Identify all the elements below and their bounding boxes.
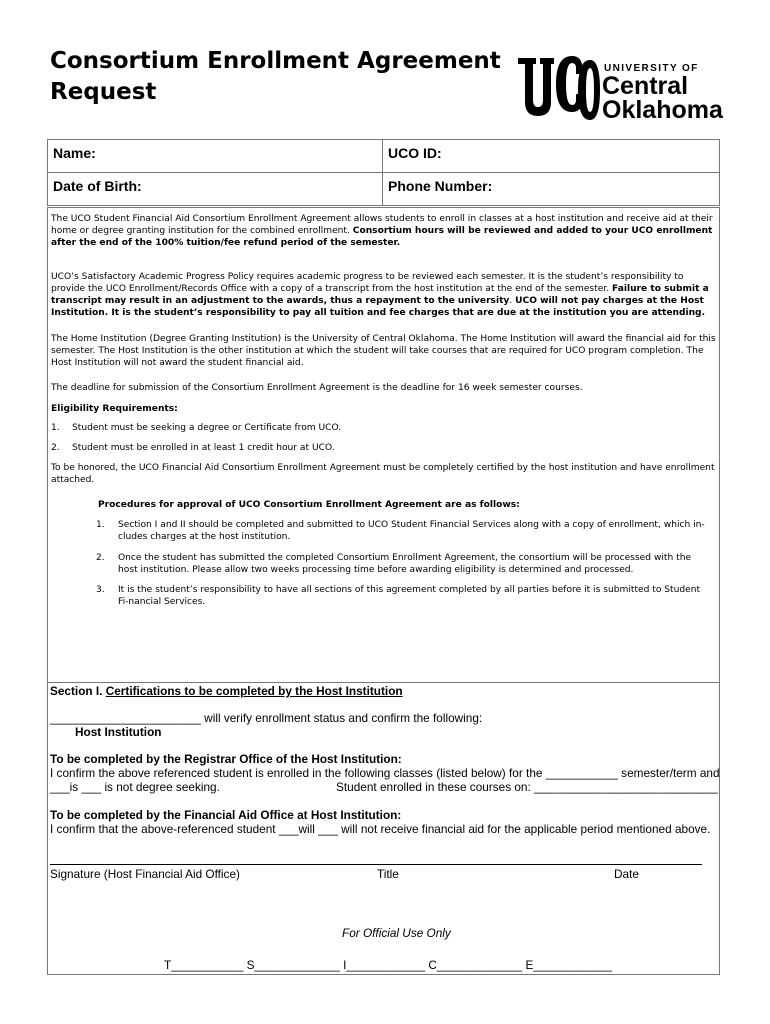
sap-text: UCO’s Satisfactory Academic Progress Policy requires academic progress to be reviewed each semester. It is the student’s responsibility to provide the UCO Enrollment/Records Office with a copy of a transcript from the host institution at the end of the semester. bbox=[51, 272, 684, 294]
logo-oklahoma: Oklahoma bbox=[602, 96, 723, 124]
host-verify-line[interactable]: _______________________ will verify enrollment status and confirm the following: bbox=[50, 711, 483, 725]
list-item-number: 1. bbox=[96, 520, 105, 530]
title-line-1: Consortium Enrollment Agreement bbox=[50, 48, 501, 74]
section-1-number: Section I. bbox=[50, 684, 106, 698]
date-label: Date bbox=[614, 867, 639, 881]
signature-line[interactable] bbox=[50, 864, 702, 865]
title-label: Title bbox=[377, 867, 399, 881]
logo-university-of: UNIVERSITY OF bbox=[604, 63, 699, 74]
paragraph-deadline: The deadline for submission of the Consortium Enrollment Agreement is the deadline for 16 week semester courses. bbox=[51, 383, 583, 393]
uco-mark-icon bbox=[516, 50, 600, 124]
eligibility-heading: Eligibility Requirements: bbox=[51, 404, 178, 414]
intro-bold-text: Consortium hours will be reviewed and added to your UCO enrollment after the end of the 100% tuition/fee refund period of the semester. bbox=[51, 226, 713, 248]
list-item: Section I and II should be completed and submitted to UCO Student Financial Services along with a copy of enrollment, which in-cludes charges at the host institution. bbox=[118, 520, 705, 542]
list-item-number: 1. bbox=[51, 423, 60, 433]
courses-date-line[interactable]: Student enrolled in these courses on: ____________________________ bbox=[336, 780, 718, 794]
section-1-title: Certifications to be completed by the Host Institution bbox=[105, 684, 403, 698]
paragraph-to-be-honored: To be honored, the UCO Financial Aid Consortium Enrollment Agreement must be completely certified by the host institution and have enrollment attached. bbox=[51, 463, 715, 485]
financial-aid-confirm-line[interactable]: I confirm that the above-referenced student ___will ___ will not receive financial aid for the applicable period mentioned above. bbox=[50, 822, 711, 836]
sap-bold-text: Failure to submit a transcript may result in an adjustment to the awards, thus a repayment to the university bbox=[51, 284, 709, 306]
name-field-label[interactable]: Name: bbox=[53, 145, 96, 161]
registrar-heading: To be completed by the Registrar Office of the Host Institution: bbox=[50, 752, 402, 766]
host-institution-label: Host Institution bbox=[75, 725, 162, 739]
student-info-table bbox=[47, 139, 720, 206]
registrar-confirm-line[interactable]: I confirm the above referenced student is enrolled in the following classes (listed below) for the ___________ semester/term and bbox=[50, 766, 720, 780]
list-item: It is the student’s responsibility to have all sections of this agreement completed by all parties before it is submitted to Student Fi-nancial Services. bbox=[118, 585, 701, 607]
official-use-codes[interactable]: T___________ S_____________ I____________ C_____________ E____________ bbox=[164, 958, 613, 972]
list-item: Once the student has submitted the completed Consortium Enrollment Agreement, the consortium will be processed with the host institution. Please allow two weeks processing time before awarding eligibility is determined and processed. bbox=[118, 553, 692, 575]
paragraph-sap-policy bbox=[51, 271, 719, 319]
intro-text: The UCO Student Financial Aid Consortium Enrollment Agreement allows students to enroll in classes at a host institution and receive aid at their home or degree granting institution for the combined enrollment. bbox=[51, 214, 713, 236]
financial-aid-heading: To be completed by the Financial Aid Office at Host Institution: bbox=[50, 808, 402, 822]
logo-central: Central bbox=[602, 72, 689, 100]
list-item-number: 2. bbox=[51, 443, 60, 453]
paragraph-home-institution: The Home Institution (Degree Granting Institution) is the University of Central Oklahoma. The Home Institution will award the financial aid for this semester. The Host Institution is the other institution at which the student will take courses that are required for UCO program completion. The Host Institution will not award the student financial aid. bbox=[51, 334, 716, 368]
title-line-2: Request bbox=[50, 79, 157, 105]
phone-number-field-label[interactable]: Phone Number: bbox=[388, 178, 493, 194]
uco-logo bbox=[516, 50, 726, 124]
paragraph-consortium-intro bbox=[51, 213, 719, 249]
list-item-number: 2. bbox=[96, 553, 105, 563]
degree-seeking-line[interactable]: ___is ___ is not degree seeking. bbox=[50, 780, 220, 794]
procedures-heading: Procedures for approval of UCO Consortium Enrollment Agreement are as follows: bbox=[98, 500, 520, 510]
date-of-birth-field-label[interactable]: Date of Birth: bbox=[53, 178, 142, 194]
list-item: Student must be seeking a degree or Certificate from UCO. bbox=[72, 423, 342, 433]
page-title bbox=[50, 46, 501, 108]
uco-id-field-label[interactable]: UCO ID: bbox=[388, 145, 442, 161]
table-divider bbox=[48, 172, 719, 173]
section-1-heading bbox=[50, 684, 403, 698]
signature-label: Signature (Host Financial Aid Office) bbox=[50, 867, 240, 881]
official-use-label: For Official Use Only bbox=[342, 926, 451, 940]
sap-bold-text-2: UCO will not pay charges at the Host Institution. It is the student’s responsibility to pay all tuition and fee charges that are due at the institution you are attending. bbox=[51, 296, 706, 318]
list-item: Student must be enrolled in at least 1 credit hour at UCO. bbox=[72, 443, 335, 453]
sap-period: . bbox=[509, 296, 516, 306]
section-divider bbox=[48, 682, 719, 683]
list-item-number: 3. bbox=[96, 585, 105, 595]
